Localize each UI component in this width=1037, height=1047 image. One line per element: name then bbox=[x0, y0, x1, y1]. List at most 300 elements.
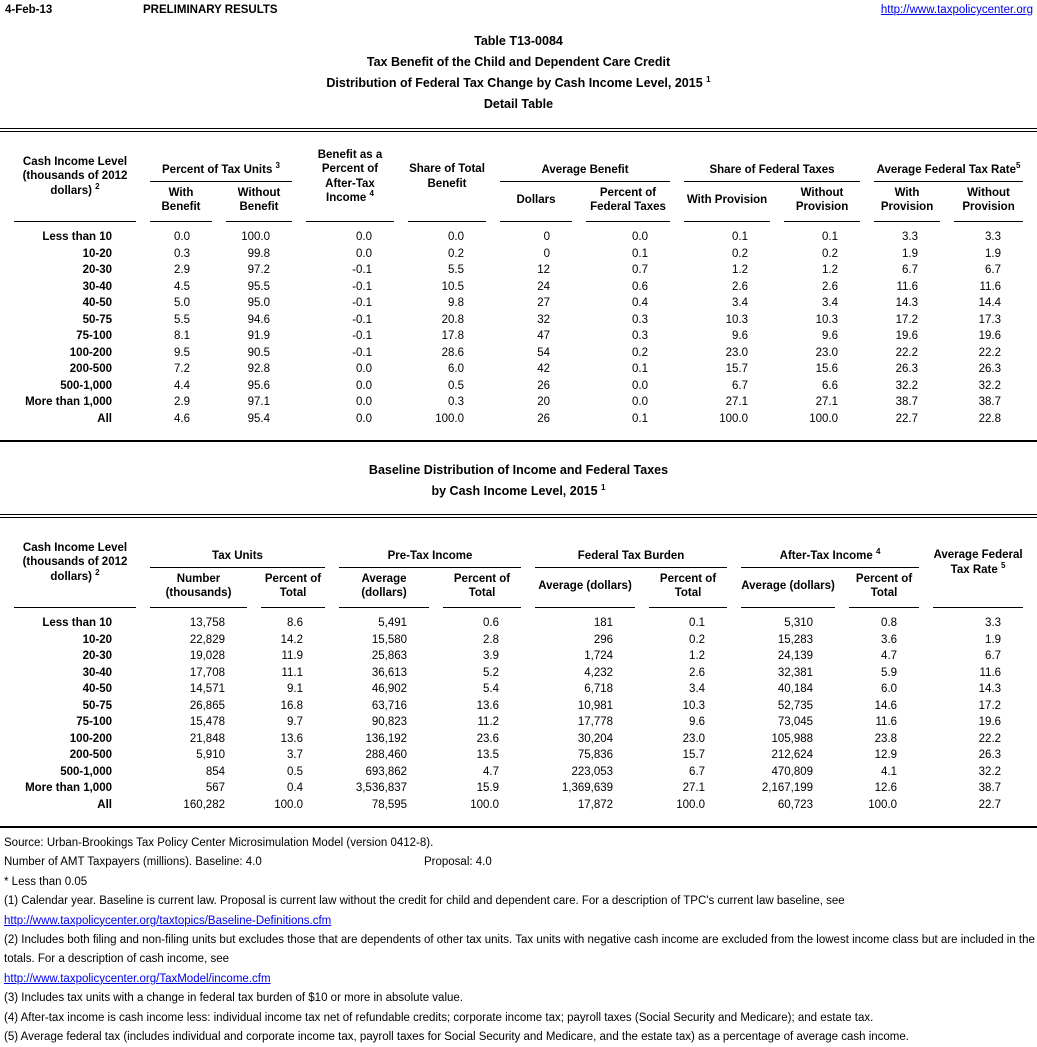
table-cell: 9.6 bbox=[822, 330, 839, 342]
table-row bbox=[14, 764, 1023, 781]
footnote-ref-1: 1 bbox=[601, 482, 606, 492]
table-cell: 11.2 bbox=[477, 716, 500, 728]
table-cell: 0.7 bbox=[632, 264, 649, 276]
footnote-ref-4: 4 bbox=[875, 546, 881, 556]
table-cell: 12.6 bbox=[874, 782, 898, 794]
col-header-percent-of-federal-taxes: Percent of Federal Taxes bbox=[586, 182, 670, 222]
table-cell: 26 bbox=[537, 412, 550, 425]
table-cell: 8.6 bbox=[287, 617, 304, 629]
row-label: 75-100 bbox=[76, 330, 112, 342]
baseline-title-line2: by Cash Income Level, 2015 $^1$ bbox=[431, 482, 606, 498]
table-cell: 10.3 bbox=[682, 699, 706, 712]
table-cell: 97.2 bbox=[247, 264, 270, 276]
table-cell: 27 bbox=[537, 297, 550, 309]
table-cell: 1.2 bbox=[689, 650, 706, 662]
preliminary-results-label: PRELIMINARY RESULTS bbox=[143, 4, 278, 16]
table-row bbox=[14, 731, 1023, 748]
table-cell: 22.2 bbox=[978, 732, 1002, 745]
table-cell: 54 bbox=[537, 346, 550, 359]
table-cell: 40,184 bbox=[777, 683, 814, 695]
table-cell: 17.3 bbox=[978, 313, 1002, 326]
baseline-table-wrapper bbox=[0, 514, 1037, 828]
tax-change-table-body bbox=[14, 222, 1023, 427]
table-cell: 0.4 bbox=[632, 297, 649, 309]
table-cell: 20 bbox=[537, 396, 550, 408]
table-cell: 11.6 bbox=[979, 666, 1002, 679]
col-header-share-of-total-benefit: Share of Total Benefit bbox=[408, 132, 486, 222]
table-cell: 100.0 bbox=[241, 231, 270, 243]
table-row bbox=[14, 632, 1023, 649]
page-top-bar bbox=[0, 0, 1037, 16]
table-cell: 99.8 bbox=[247, 247, 270, 260]
table-cell: 32.2 bbox=[978, 379, 1002, 392]
table-cell: 0.5 bbox=[448, 379, 464, 392]
table-row bbox=[14, 615, 1023, 632]
table-cell: -0.1 bbox=[352, 313, 372, 326]
table-cell: 3.3 bbox=[985, 231, 1002, 243]
table-cell: 11.1 bbox=[281, 666, 304, 679]
table-number-title: Table T13-0084 bbox=[474, 34, 563, 48]
table-row bbox=[14, 328, 1023, 345]
row-label: 20-30 bbox=[82, 650, 112, 662]
table-cell: 5.0 bbox=[174, 297, 190, 309]
table-cell: 5.9 bbox=[881, 666, 898, 679]
table-cell: 0.0 bbox=[632, 379, 649, 392]
table-cell: 23.6 bbox=[476, 732, 500, 745]
footnote-3: (3) Includes tax units with a change in federal tax burden of $10 or more in absolute value. bbox=[4, 992, 463, 1005]
table-cell: 3.6 bbox=[881, 633, 898, 646]
table-cell: 90.5 bbox=[247, 346, 270, 359]
table-row bbox=[14, 312, 1023, 329]
table-cell: 95.0 bbox=[247, 297, 270, 309]
table-cell: 14.4 bbox=[978, 297, 1002, 309]
table-cell: 16.8 bbox=[280, 699, 304, 712]
row-label: All bbox=[97, 798, 112, 811]
table-cell: 0.3 bbox=[632, 330, 649, 342]
table-cell: 23.8 bbox=[874, 732, 898, 745]
col-header-average-dollars-aftertax: Average (dollars) bbox=[741, 568, 835, 608]
table-row bbox=[14, 279, 1023, 296]
table-cell: 25,863 bbox=[371, 650, 408, 662]
col-header-with-benefit: With Benefit bbox=[150, 182, 212, 222]
col-group-average-benefit: Average Benefit bbox=[500, 132, 670, 182]
footnote-ref-3: 3 bbox=[275, 160, 280, 170]
table-cell: 4.5 bbox=[174, 280, 190, 293]
table-cell: 2.9 bbox=[174, 264, 190, 276]
table-cell: 0 bbox=[543, 231, 550, 243]
table-cell: 100.0 bbox=[470, 798, 500, 811]
row-label: 20-30 bbox=[82, 264, 112, 276]
table-cell: 6,718 bbox=[584, 683, 614, 695]
table-cell: 10.3 bbox=[815, 313, 839, 326]
table-cell: 4.7 bbox=[483, 765, 500, 778]
footnote-ref-1: 1 bbox=[706, 74, 711, 84]
table-cell: 95.6 bbox=[247, 379, 270, 392]
table-cell: 0.0 bbox=[356, 396, 372, 408]
footnote-2: (2) Includes both filing and non-filing units but excludes those that are dependents of other tax units. Tax units with negative cash income are excluded from the lowest income class but are included in the totals. For a description of cash income, see bbox=[4, 934, 1035, 966]
table-distribution-title: Distribution of Federal Tax Change by Cash Income Level, 2015 $^1$ bbox=[326, 74, 711, 90]
col-group-pre-tax-income: Pre-Tax Income bbox=[339, 518, 521, 568]
table-cell: 11.6 bbox=[875, 716, 898, 728]
table-cell: 3.7 bbox=[287, 749, 304, 761]
table-cell: 296 bbox=[593, 633, 614, 646]
table-row bbox=[14, 714, 1023, 731]
table-cell: 26.3 bbox=[895, 363, 919, 375]
row-label: 30-40 bbox=[82, 666, 112, 679]
table-cell: 0.0 bbox=[632, 231, 649, 243]
table-cell: 0.4 bbox=[287, 782, 304, 794]
table-cell: 17,708 bbox=[189, 666, 225, 679]
table-row bbox=[14, 295, 1023, 312]
table-cell: 1.9 bbox=[902, 247, 919, 260]
col-header-rate-without-provision: Without Provision bbox=[954, 182, 1023, 222]
table-cell: 78,595 bbox=[371, 798, 408, 811]
col-header-share-with-provision: With Provision bbox=[684, 182, 770, 222]
table-cell: 0.1 bbox=[689, 617, 706, 629]
table-cell: 38.7 bbox=[895, 396, 919, 408]
cash-income-link[interactable]: http://www.taxpolicycenter.org/TaxModel/income.cfm bbox=[4, 972, 271, 985]
table-cell: 0.2 bbox=[448, 247, 464, 260]
table-cell: 22.8 bbox=[978, 412, 1002, 425]
table-cell: 23.0 bbox=[815, 346, 839, 359]
row-label: 75-100 bbox=[76, 716, 112, 728]
table-cell: 0.2 bbox=[732, 247, 749, 260]
table-cell: 92.8 bbox=[247, 363, 270, 375]
table-cell: 17,872 bbox=[577, 798, 614, 811]
table-cell: 100.0 bbox=[868, 798, 898, 811]
table-cell: 0.0 bbox=[356, 363, 372, 375]
table-cell: 15.9 bbox=[476, 782, 500, 794]
table-cell: 0.6 bbox=[483, 617, 500, 629]
baseline-title-line1: Baseline Distribution of Income and Federal Taxes bbox=[368, 463, 669, 477]
table-cell: 7.2 bbox=[174, 363, 190, 375]
table-cell: 105,988 bbox=[771, 732, 814, 745]
table-cell: 26.3 bbox=[978, 363, 1002, 375]
table-cell: 5.4 bbox=[483, 683, 500, 695]
table-row bbox=[14, 665, 1023, 682]
table-cell: 3.4 bbox=[822, 297, 839, 309]
col-header-percent-of-total-pretax: Percent of Total bbox=[443, 568, 521, 608]
table-cell: 22.2 bbox=[895, 346, 919, 359]
table-cell: 0.6 bbox=[632, 280, 649, 293]
table-row bbox=[14, 648, 1023, 665]
table-cell: 0.2 bbox=[822, 247, 839, 260]
col-group-average-federal-tax-rate: Average Federal Tax Rate$^5$ bbox=[874, 132, 1023, 182]
table-cell: 0.1 bbox=[732, 231, 749, 243]
table-cell: 38.7 bbox=[978, 396, 1002, 408]
table-cell: 6.7 bbox=[732, 379, 749, 392]
row-label: 50-75 bbox=[82, 313, 112, 326]
table-cell: 14,571 bbox=[189, 683, 225, 695]
table-cell: 24,139 bbox=[777, 650, 814, 662]
table-cell: 13,758 bbox=[189, 617, 225, 629]
table-cell: 22.2 bbox=[978, 346, 1002, 359]
table-cell: 60,723 bbox=[777, 798, 814, 811]
col-header-without-benefit: Without Benefit bbox=[226, 182, 292, 222]
table-cell: 23.0 bbox=[682, 732, 706, 745]
amt-taxpayers-note bbox=[4, 853, 1037, 872]
table-cell: 6.7 bbox=[689, 765, 706, 778]
table-row bbox=[14, 698, 1023, 715]
table-cell: 63,716 bbox=[371, 699, 408, 712]
table-cell: 9.5 bbox=[174, 346, 190, 359]
table-cell: 1,724 bbox=[584, 650, 614, 662]
table-cell: 10.5 bbox=[441, 280, 464, 293]
table-cell: 470,809 bbox=[771, 765, 814, 778]
table-cell: 0.1 bbox=[632, 247, 649, 260]
table-cell: 0.0 bbox=[356, 231, 372, 243]
table-cell: 23.0 bbox=[725, 346, 749, 359]
table-cell: -0.1 bbox=[352, 346, 372, 359]
table-cell: 27.1 bbox=[725, 396, 749, 408]
table-cell: 24 bbox=[537, 280, 550, 293]
table-row bbox=[14, 262, 1023, 279]
row-label: 200-500 bbox=[69, 363, 112, 375]
col-header-average-federal-tax-rate: Average Federal Tax Rate $^5$ bbox=[933, 518, 1023, 608]
baseline-table-body bbox=[14, 608, 1023, 813]
table-cell: 17,778 bbox=[577, 716, 614, 728]
footnote-ref-5: 5 bbox=[1015, 160, 1021, 170]
col-group-federal-tax-burden: Federal Tax Burden bbox=[535, 518, 727, 568]
table-title-block bbox=[0, 31, 1037, 115]
table-cell: 0.0 bbox=[632, 396, 649, 408]
table-cell: 19.6 bbox=[895, 330, 919, 342]
table-cell: 19,028 bbox=[189, 650, 225, 662]
table-cell: 5,310 bbox=[784, 617, 814, 629]
table-cell: 15.6 bbox=[815, 363, 839, 375]
table-cell: 0.1 bbox=[632, 412, 649, 425]
table-cell: 6.0 bbox=[881, 683, 898, 695]
table-cell: -0.1 bbox=[352, 297, 372, 309]
table-cell: 75,836 bbox=[577, 749, 614, 761]
table-cell: 95.5 bbox=[247, 280, 270, 293]
col-header-percent-of-total-fed: Percent of Total bbox=[649, 568, 727, 608]
table-cell: 1.9 bbox=[985, 633, 1002, 646]
table-cell: 26.3 bbox=[978, 749, 1002, 761]
table-cell: 0.2 bbox=[632, 346, 649, 359]
table-cell: 6.7 bbox=[902, 264, 919, 276]
table-cell: 73,045 bbox=[777, 716, 814, 728]
table-cell: 0.5 bbox=[287, 765, 304, 778]
table-cell: 22.7 bbox=[895, 412, 919, 425]
col-header-average-dollars-pretax: Average (dollars) bbox=[339, 568, 429, 608]
table-row bbox=[14, 246, 1023, 263]
table-cell: 100.0 bbox=[676, 798, 706, 811]
row-label: More than 1,000 bbox=[25, 396, 112, 408]
table-cell: 2.6 bbox=[689, 666, 706, 679]
table-cell: 47 bbox=[537, 330, 550, 342]
table-cell: 95.4 bbox=[247, 412, 270, 425]
table-cell: 2.6 bbox=[822, 280, 839, 293]
table-cell: 13.5 bbox=[476, 749, 500, 761]
footnote-ref-4: 4 bbox=[369, 189, 374, 199]
table-cell: -0.1 bbox=[352, 330, 372, 342]
row-label: 50-75 bbox=[82, 699, 112, 712]
table-cell: 15,478 bbox=[189, 716, 225, 728]
table-cell: 0 bbox=[543, 247, 550, 260]
col-header-benefit-percent-after-tax-income: Benefit as a Percent of After-Tax Income $^4$ bbox=[306, 132, 394, 222]
table-cell: 90,823 bbox=[371, 716, 408, 728]
footnote-ref-2: 2 bbox=[95, 181, 100, 191]
col-header-dollars: Dollars bbox=[500, 182, 572, 222]
table-cell: 4.7 bbox=[881, 650, 898, 662]
table-cell: 3.3 bbox=[985, 617, 1002, 629]
table-cell: 17.2 bbox=[978, 699, 1002, 712]
col-header-rate-with-provision: With Provision bbox=[874, 182, 940, 222]
detail-table-label: Detail Table bbox=[483, 97, 554, 111]
table-cell: 0.8 bbox=[881, 617, 898, 629]
table-cell: 20.8 bbox=[441, 313, 464, 326]
table-subject-title: Tax Benefit of the Child and Dependent Care Credit bbox=[366, 55, 671, 69]
table-cell: 42 bbox=[537, 363, 550, 375]
footnote-1-link-line bbox=[4, 912, 1037, 931]
row-label: 100-200 bbox=[69, 346, 112, 359]
table-cell: 854 bbox=[205, 765, 225, 778]
table-cell: 21,848 bbox=[189, 732, 225, 745]
table-cell: -0.1 bbox=[352, 264, 372, 276]
table-cell: 4.6 bbox=[174, 412, 190, 425]
table-cell: 9.6 bbox=[689, 716, 706, 728]
table-cell: 5.2 bbox=[483, 666, 500, 679]
col-header-percent-of-total-aftertax: Percent of Total bbox=[849, 568, 919, 608]
table-cell: 3.4 bbox=[732, 297, 749, 309]
table-row bbox=[14, 747, 1023, 764]
footnote-2-link-line bbox=[4, 970, 1037, 989]
table-row bbox=[14, 394, 1023, 411]
baseline-table bbox=[0, 518, 1037, 813]
table-cell: 100.0 bbox=[719, 412, 749, 425]
table-cell: 1.9 bbox=[985, 247, 1002, 260]
tax-change-table-wrapper bbox=[0, 128, 1037, 442]
table-cell: 9.8 bbox=[448, 297, 464, 309]
table-cell: 0.2 bbox=[689, 633, 706, 646]
table-cell: 2.9 bbox=[174, 396, 190, 408]
table-cell: 0.0 bbox=[356, 412, 372, 425]
baseline-table-title-block bbox=[0, 460, 1037, 502]
table-cell: 6.7 bbox=[985, 650, 1002, 662]
less-than-note: * Less than 0.05 bbox=[4, 875, 88, 888]
table-cell: 94.6 bbox=[247, 313, 270, 326]
table-cell: 12.9 bbox=[874, 749, 898, 761]
table-cell: 9.6 bbox=[732, 330, 749, 342]
table-cell: 11.6 bbox=[979, 280, 1002, 293]
row-label: 40-50 bbox=[82, 297, 112, 309]
table-cell: 15,283 bbox=[777, 633, 814, 646]
table-cell: 46,902 bbox=[371, 683, 408, 695]
table-cell: 0.1 bbox=[632, 363, 649, 375]
table-cell: 17.2 bbox=[895, 313, 919, 326]
footnote-1: (1) Calendar year. Baseline is current law. Proposal is current law without the credit for child and dependent care. For a description of TPC's current law baseline, see bbox=[4, 895, 845, 908]
table-cell: 22.7 bbox=[978, 798, 1002, 811]
table-cell: 3.3 bbox=[902, 231, 919, 243]
table-cell: 13.6 bbox=[476, 699, 500, 712]
baseline-definitions-link[interactable]: http://www.taxpolicycenter.org/taxtopics/Baseline-Definitions.cfm bbox=[4, 914, 332, 927]
table-cell: 52,735 bbox=[777, 699, 814, 712]
table-cell: 11.6 bbox=[896, 280, 919, 293]
col-group-percent-of-tax-units: Percent of Tax Units $^3$ bbox=[150, 132, 292, 182]
table-row bbox=[14, 361, 1023, 378]
table-cell: 11.9 bbox=[281, 650, 304, 662]
table-cell: 1.2 bbox=[732, 264, 749, 276]
table-cell: 14.6 bbox=[874, 699, 898, 712]
table-cell: 0.3 bbox=[448, 396, 464, 408]
row-label: 100-200 bbox=[69, 732, 112, 745]
table-cell: 15,580 bbox=[371, 633, 408, 646]
col-header-cash-income-level: Cash Income Level (thousands of 2012 dollars) $^2$ bbox=[14, 518, 136, 608]
footnote-ref-5: 5 bbox=[1000, 560, 1006, 570]
table-cell: 14.3 bbox=[978, 683, 1002, 695]
amt-proposal-text: Proposal: 4.0 bbox=[424, 856, 492, 869]
table-cell: 5.5 bbox=[448, 264, 464, 276]
table-row bbox=[14, 411, 1023, 428]
table-row bbox=[14, 797, 1023, 814]
footnote-5: (5) Average federal tax (includes individual and corporate income tax, payroll taxes for Social Security and Medicare, and the estate tax) as a percentage of average cash income. bbox=[4, 1031, 909, 1044]
table-cell: 2,167,199 bbox=[761, 782, 814, 794]
table-cell: 97.1 bbox=[247, 396, 270, 408]
table-cell: 100.0 bbox=[274, 798, 304, 811]
table-cell: 30,204 bbox=[577, 732, 614, 745]
table-cell: 212,624 bbox=[771, 749, 814, 761]
table-cell: 693,862 bbox=[365, 765, 408, 778]
table-cell: 100.0 bbox=[809, 412, 839, 425]
table-cell: 0.0 bbox=[356, 247, 372, 260]
footnote-ref-2: 2 bbox=[95, 567, 100, 577]
table-row bbox=[14, 681, 1023, 698]
table-cell: 17.8 bbox=[441, 330, 464, 342]
table-cell: 32,381 bbox=[777, 666, 814, 679]
table-cell: 6.7 bbox=[985, 264, 1002, 276]
report-date: 4-Feb-13 bbox=[5, 4, 53, 16]
table-cell: 0.3 bbox=[174, 247, 190, 260]
table-cell: 26,865 bbox=[189, 699, 225, 712]
row-label: 500-1,000 bbox=[60, 765, 112, 778]
table-row bbox=[14, 345, 1023, 362]
table-cell: 91.9 bbox=[247, 330, 270, 342]
table-cell: 100.0 bbox=[435, 412, 464, 425]
table-cell: 6.6 bbox=[822, 379, 839, 392]
table-cell: 2.8 bbox=[483, 633, 500, 646]
col-header-number-thousands: Number (thousands) bbox=[150, 568, 247, 608]
table-cell: 3,536,837 bbox=[355, 782, 408, 794]
table-cell: 32.2 bbox=[978, 765, 1002, 778]
table-cell: 136,192 bbox=[365, 732, 408, 745]
table-cell: 9.7 bbox=[287, 716, 304, 728]
table-cell: 27.1 bbox=[815, 396, 839, 408]
row-label: More than 1,000 bbox=[25, 782, 112, 794]
taxpolicycenter-link[interactable]: http://www.taxpolicycenter.org bbox=[880, 4, 1033, 16]
table-cell: 6.0 bbox=[448, 363, 464, 375]
table-cell: 15.7 bbox=[682, 749, 706, 761]
table-cell: 19.6 bbox=[978, 716, 1002, 728]
table-cell: 26 bbox=[537, 379, 550, 392]
table-cell: 5,910 bbox=[196, 749, 225, 761]
table-cell: 1.2 bbox=[822, 264, 839, 276]
table-cell: 10,981 bbox=[577, 699, 614, 712]
col-group-after-tax-income: After-Tax Income $^4$ bbox=[741, 518, 919, 568]
table-cell: 4.1 bbox=[881, 765, 898, 778]
table-cell: 4.4 bbox=[174, 379, 190, 392]
table-cell: 8.1 bbox=[174, 330, 190, 342]
table-cell: 223,053 bbox=[571, 765, 614, 778]
table-cell: 0.0 bbox=[174, 231, 190, 243]
footnotes-section bbox=[0, 834, 1037, 1047]
table-cell: 0.0 bbox=[356, 379, 372, 392]
table-cell: 0.0 bbox=[448, 231, 464, 243]
table-cell: 4,232 bbox=[584, 666, 614, 679]
table-cell: 5,491 bbox=[378, 617, 408, 629]
table-cell: 181 bbox=[593, 617, 614, 629]
row-label: 40-50 bbox=[82, 683, 112, 695]
